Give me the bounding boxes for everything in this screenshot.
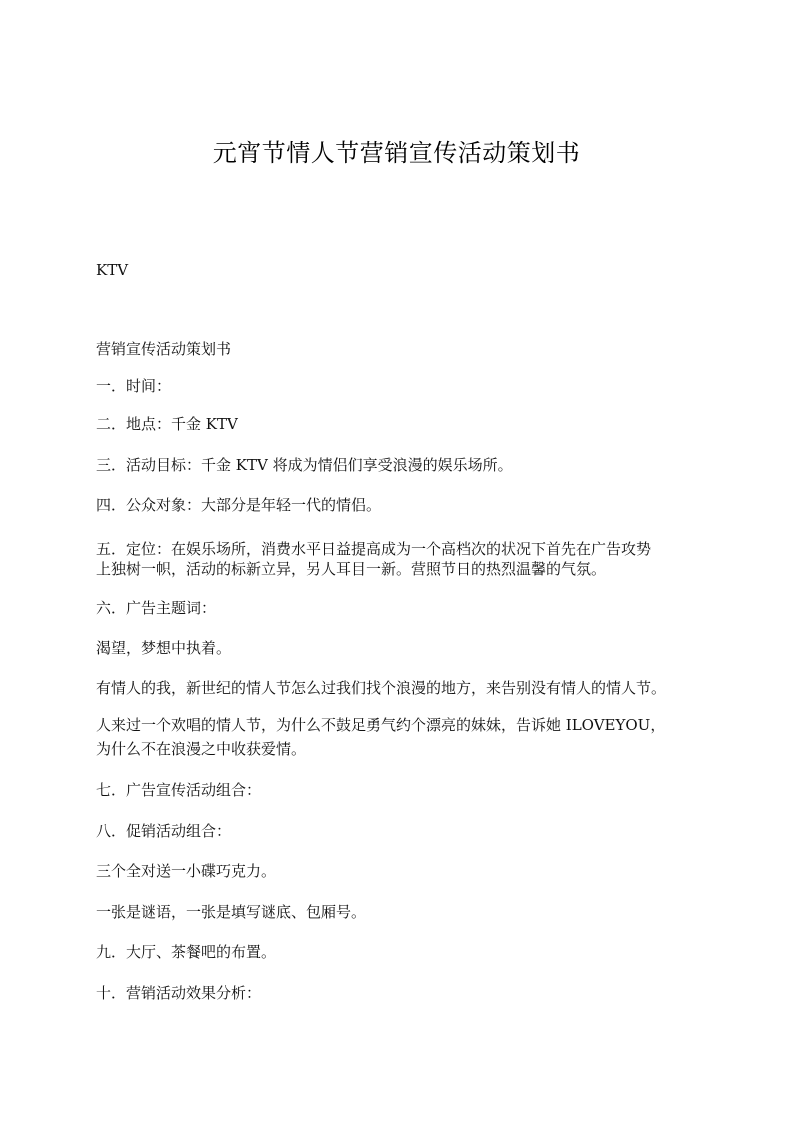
paragraph-time: 一．时间： — [96, 377, 172, 395]
paragraph-positioning-line2: 上独树一帜，活动的标新立异，另人耳目一新。营照节日的热烈温馨的气氛。 — [96, 560, 607, 578]
paragraph-ad-combination: 七．广告宣传活动组合： — [96, 781, 262, 799]
paragraph-ad-theme-1: 渴望，梦想中执着。 — [96, 639, 232, 657]
paragraph-ad-theme-heading: 六．广告主题词： — [96, 599, 217, 617]
paragraph-promo-combination: 八．促销活动组合： — [96, 822, 232, 840]
paragraph-ad-theme-3-line2: 为什么不在浪漫之中收获爱情。 — [96, 740, 307, 758]
paragraph-ad-theme-3-line1: 人来过一个欢唱的情人节，为什么不鼓足勇气约个漂亮的妹妹，告诉她 ILOVEYOU， — [96, 716, 666, 734]
subtitle-ktv: KTV — [96, 261, 129, 279]
paragraph-audience: 四．公众对象：大部分是年轻一代的情侣。 — [96, 496, 382, 514]
paragraph-positioning-line1: 五．定位：在娱乐场所，消费水平日益提高成为一个高档次的状况下首先在广告攻势 — [96, 540, 652, 558]
paragraph-ad-theme-2: 有情人的我，新世纪的情人节怎么过我们找个浪漫的地方，来告别没有情人的情人节。 — [96, 679, 667, 697]
paragraph-hall-layout: 九．大厅、茶餐吧的布置。 — [96, 943, 277, 961]
paragraph-location: 二．地点：千金 KTV — [96, 415, 238, 433]
document-title: 元宵节情人节营销宣传活动策划书 — [212, 139, 581, 167]
paragraph-goal: 三．活动目标：千金 KTV 将成为情侣们享受浪漫的娱乐场所。 — [96, 456, 513, 474]
paragraph-plan-heading: 营销宣传活动策划书 — [96, 340, 232, 358]
paragraph-promo-1: 三个全对送一小碟巧克力。 — [96, 862, 277, 880]
paragraph-effect-analysis: 十．营销活动效果分析： — [96, 984, 262, 1002]
paragraph-promo-2: 一张是谜语，一张是填写谜底、包厢号。 — [96, 903, 367, 921]
